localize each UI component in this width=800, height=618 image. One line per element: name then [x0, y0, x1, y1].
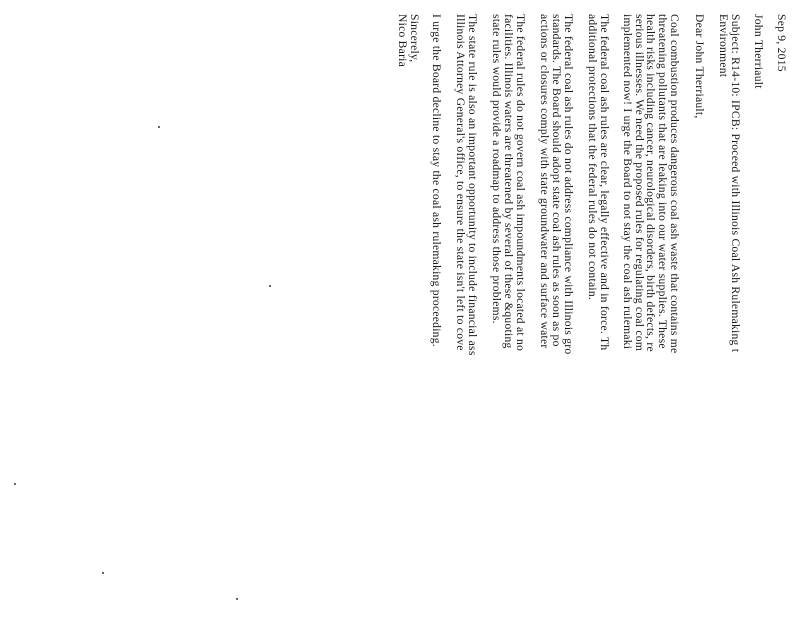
scan-speck: [102, 572, 104, 574]
paragraph-2-line: The federal coal ash rules are clear, legally effective and in force. Th: [598, 14, 611, 351]
paragraph-4-line: state rules would provide a roadmap to address those problems.: [490, 14, 503, 324]
paragraph-2-line: additional protections that the federal rules do not contain.: [586, 14, 599, 301]
paragraph-4-line: The federal rules do not govern coal ash impoundments located at no: [514, 14, 527, 352]
scan-speck: [236, 598, 238, 600]
paragraph-5-line: The state rule is also an important opportunity to include financial ass: [466, 14, 479, 356]
paragraph-3-line: actions or closures comply with state groundwater and surface water: [538, 14, 551, 349]
paragraph-6: I urge the Board decline to stay the coal ash rulemaking proceeding.: [430, 14, 443, 347]
letter-recipient: John Therriault: [752, 14, 765, 89]
paragraph-1-line: implemented now! I urge the Board to not stay the coal ash rulemaki: [621, 14, 634, 350]
paragraph-1-line: Coal combustion produces dangerous coal ash waste that contains me: [668, 14, 681, 354]
letter-subject: Subject: R14-10: IPCB: Proceed with Illinois Coal Ash Rulemaking t: [729, 14, 742, 353]
letter-date: Sep 9, 2015: [775, 14, 788, 72]
scan-speck: [158, 126, 160, 128]
paragraph-1-line: serious illnesses. We need the proposed rules for regulating coal com: [633, 14, 646, 352]
letter-subject-cont: Environment: [717, 14, 730, 78]
paragraph-3-line: standards. The Board should adopt state coal ash rules as soon as po: [550, 14, 563, 347]
letter-signature: Nico Baria: [396, 14, 409, 68]
rotated-letter: [276, 14, 800, 618]
paragraph-1-line: health risks including cancer, neurological disorders, birth defects, re: [644, 14, 657, 352]
scan-speck: [269, 285, 271, 287]
paragraph-5-line: Illinois Attorney General's office, to ensure the state isn't left to cove: [454, 14, 467, 351]
scan-speck: [14, 483, 16, 485]
paragraph-4-line: facilities. Illinois waters are threatened by several of these &quoting: [502, 14, 515, 349]
paragraph-3-line: The federal coal ash rules do not address compliance with Illinois gro: [562, 14, 575, 355]
letter-closing: Sincerely,: [408, 14, 421, 63]
letter-salutation: Dear John Therriault,: [693, 14, 706, 119]
paragraph-1-line: threatening pollutants that are leaking into our water supplies. These: [656, 14, 669, 349]
